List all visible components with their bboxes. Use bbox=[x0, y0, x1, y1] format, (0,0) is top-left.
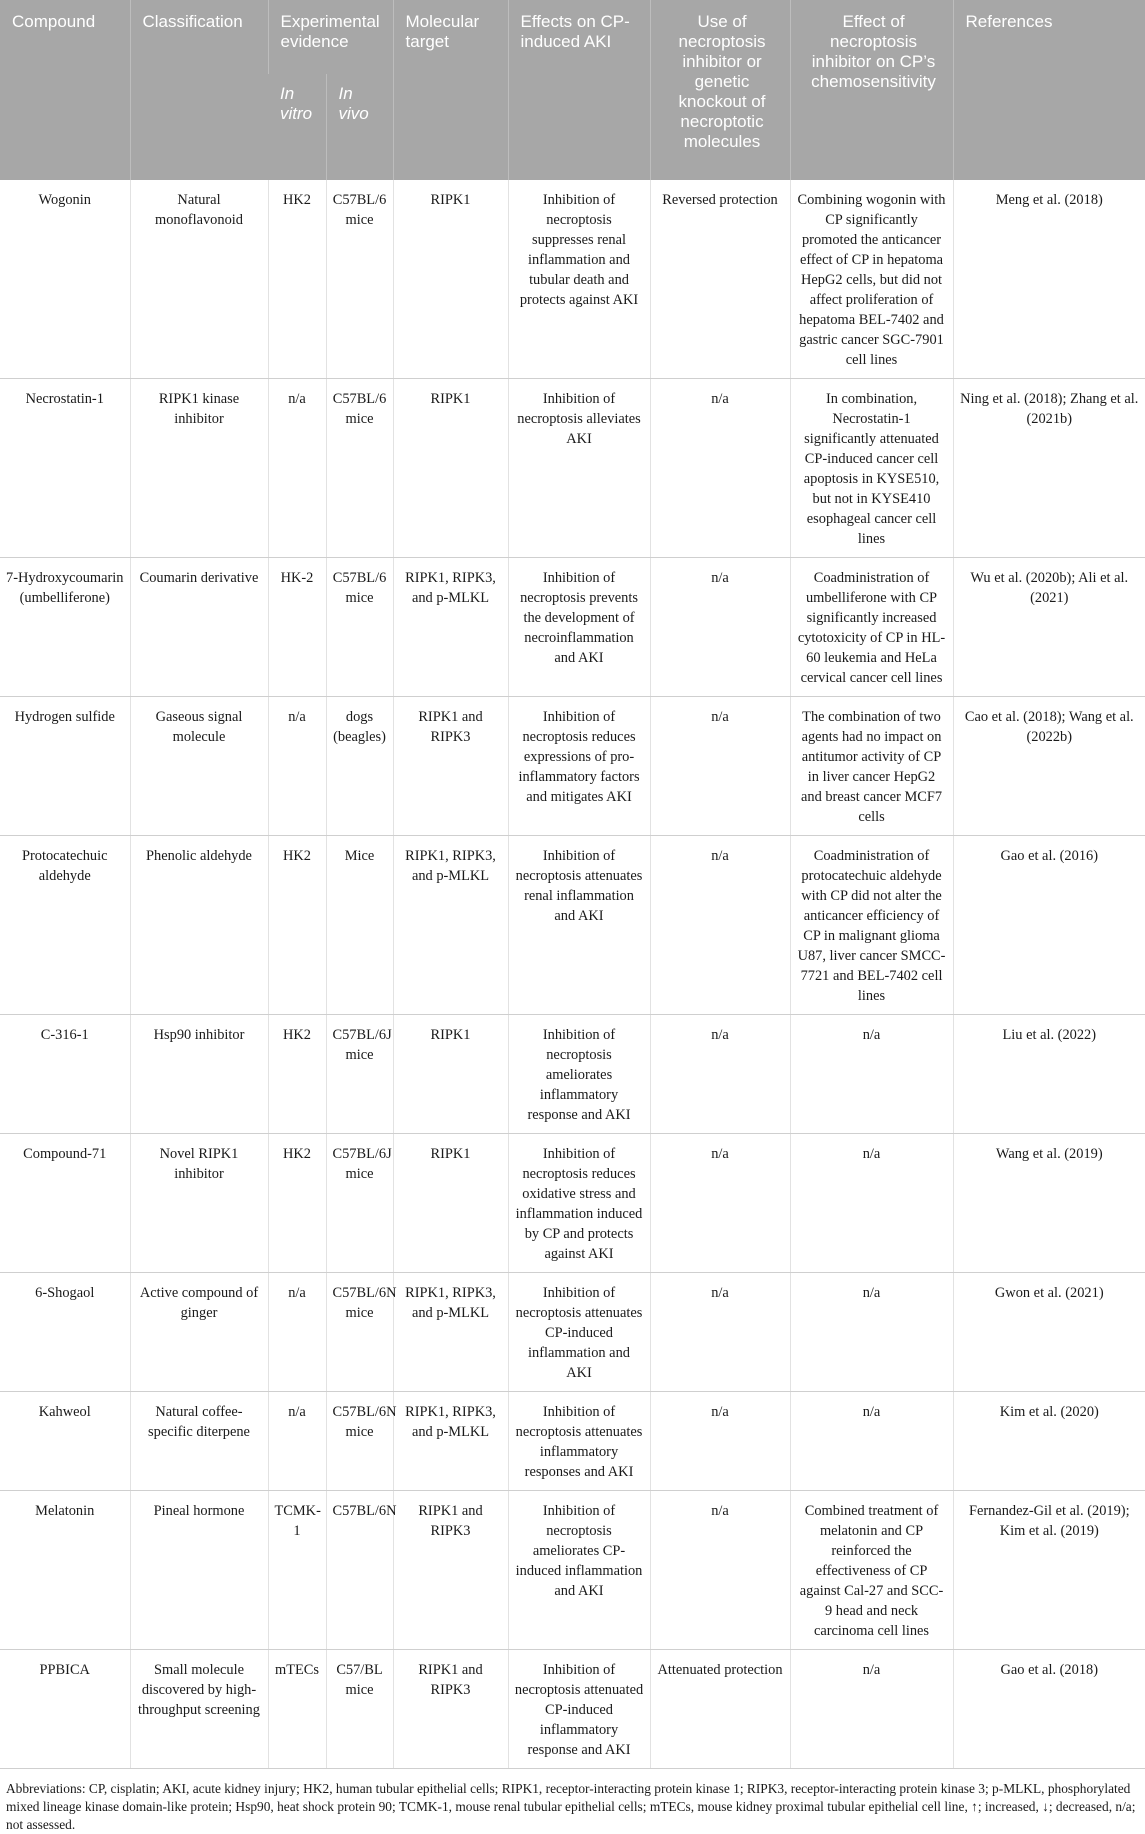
table-row bbox=[0, 558, 1145, 697]
cell-in-vitro: HK-2 bbox=[268, 558, 326, 697]
table-footnote: Abbreviations: CP, cisplatin; AKI, acute kidney injury; HK2, human tubular epithelial cells; RIPK1, receptor-interacting protein kinase 1; RIPK3, receptor-interacting protein kinase 3; p-MLKL, phosphorylated mixed lineage kinase domain-like protein; Hsp90, heat shock protein 90; TCMK-1, mouse renal tubular epithelial cells; mTECs, mouse kidney proximal tubular epithelial cell line, ↑; increased, ↓; decreased, n/a; not assessed. bbox=[6, 1781, 1136, 1832]
cell-in-vitro: n/a bbox=[268, 697, 326, 836]
table-body bbox=[0, 180, 1145, 1769]
cell-effects: Inhibition of necroptosis prevents the development of necroinflammation and AKI bbox=[508, 558, 650, 697]
cell-compound: Compound-71 bbox=[0, 1134, 130, 1273]
cell-inhibitor-use: n/a bbox=[650, 379, 790, 558]
cell-in-vitro: HK2 bbox=[268, 1015, 326, 1134]
cell-compound: Kahweol bbox=[0, 1392, 130, 1491]
table-row bbox=[0, 379, 1145, 558]
cell-references: Wang et al. (2019) bbox=[953, 1134, 1145, 1273]
cell-classification: Small molecule discovered by high-throughput screening bbox=[130, 1650, 268, 1769]
cell-classification: Phenolic aldehyde bbox=[130, 836, 268, 1015]
cell-classification: Active compound of ginger bbox=[130, 1273, 268, 1392]
cell-in-vitro: mTECs bbox=[268, 1650, 326, 1769]
cell-chemosensitivity: n/a bbox=[790, 1015, 953, 1134]
cell-effects: Inhibition of necroptosis reduces oxidative stress and inflammation induced by CP and protects against AKI bbox=[508, 1134, 650, 1273]
cell-effects: Inhibition of necroptosis alleviates AKI bbox=[508, 379, 650, 558]
cell-references: Meng et al. (2018) bbox=[953, 180, 1145, 379]
cell-classification: Gaseous signal molecule bbox=[130, 697, 268, 836]
table-row bbox=[0, 1392, 1145, 1491]
table-row bbox=[0, 697, 1145, 836]
cell-compound: C-316-1 bbox=[0, 1015, 130, 1134]
cell-effects: Inhibition of necroptosis attenuates renal inflammation and AKI bbox=[508, 836, 650, 1015]
cell-effects: Inhibition of necroptosis attenuated CP-induced inflammatory response and AKI bbox=[508, 1650, 650, 1769]
cell-inhibitor-use: Reversed protection bbox=[650, 180, 790, 379]
cell-effects: Inhibition of necroptosis attenuates inflammatory responses and AKI bbox=[508, 1392, 650, 1491]
cell-inhibitor-use: n/a bbox=[650, 558, 790, 697]
header-classification: Classification bbox=[130, 0, 268, 180]
cell-molecular-target: RIPK1 and RIPK3 bbox=[393, 1491, 508, 1650]
cell-references: Gwon et al. (2021) bbox=[953, 1273, 1145, 1392]
cell-in-vitro: TCMK-1 bbox=[268, 1491, 326, 1650]
cell-classification: Pineal hormone bbox=[130, 1491, 268, 1650]
cell-compound: Protocatechuic aldehyde bbox=[0, 836, 130, 1015]
cell-compound: 7-Hydroxycoumarin (umbelliferone) bbox=[0, 558, 130, 697]
header-molecular-target: Molecular target bbox=[393, 0, 508, 180]
cell-classification: Natural coffee-specific diterpene bbox=[130, 1392, 268, 1491]
cell-inhibitor-use: n/a bbox=[650, 1015, 790, 1134]
cell-in-vitro: n/a bbox=[268, 1273, 326, 1392]
table-row bbox=[0, 180, 1145, 379]
cell-references: Ning et al. (2018); Zhang et al. (2021b) bbox=[953, 379, 1145, 558]
header-effect-on-chemosensitivity: Effect of necroptosis inhibitor on CP’s chemosensitivity bbox=[790, 0, 953, 180]
cell-inhibitor-use: n/a bbox=[650, 697, 790, 836]
cell-effects: Inhibition of necroptosis reduces expressions of pro-inflammatory factors and mitigates AKI bbox=[508, 697, 650, 836]
cell-molecular-target: RIPK1 and RIPK3 bbox=[393, 697, 508, 836]
cell-effects: Inhibition of necroptosis suppresses renal inflammation and tubular death and protects against AKI bbox=[508, 180, 650, 379]
cell-classification: Coumarin derivative bbox=[130, 558, 268, 697]
cell-chemosensitivity: Combining wogonin with CP significantly promoted the anticancer effect of CP in hepatoma HepG2 cells, but did not affect proliferation of hepatoma BEL-7402 and gastric cancer SGC-7901 cell lines bbox=[790, 180, 953, 379]
cell-compound: PPBICA bbox=[0, 1650, 130, 1769]
cell-molecular-target: RIPK1 and RIPK3 bbox=[393, 1650, 508, 1769]
table-row bbox=[0, 1134, 1145, 1273]
cell-classification: Hsp90 inhibitor bbox=[130, 1015, 268, 1134]
cell-chemosensitivity: n/a bbox=[790, 1650, 953, 1769]
cell-in-vitro: HK2 bbox=[268, 180, 326, 379]
cell-effects: Inhibition of necroptosis ameliorates inflammatory response and AKI bbox=[508, 1015, 650, 1134]
cell-effects: Inhibition of necroptosis attenuates CP-induced inflammation and AKI bbox=[508, 1273, 650, 1392]
header-in-vivo: In vivo bbox=[326, 74, 393, 180]
cell-references: Liu et al. (2022) bbox=[953, 1015, 1145, 1134]
cell-in-vivo: C57BL/6N mice bbox=[326, 1273, 393, 1392]
cell-in-vitro: n/a bbox=[268, 379, 326, 558]
cell-chemosensitivity: Coadministration of protocatechuic aldehyde with CP did not alter the anticancer efficiency of CP in malignant glioma U87, liver cancer SMCC-7721 and BEL-7402 cell lines bbox=[790, 836, 953, 1015]
header-use-of-inhibitor: Use of necroptosis inhibitor or genetic knockout of necroptotic molecules bbox=[650, 0, 790, 180]
cell-chemosensitivity: Coadministration of umbelliferone with CP significantly increased cytotoxicity of CP in HL-60 leukemia and HeLa cervical cancer cell lines bbox=[790, 558, 953, 697]
cell-molecular-target: RIPK1, RIPK3, and p-MLKL bbox=[393, 836, 508, 1015]
cell-inhibitor-use: n/a bbox=[650, 1134, 790, 1273]
cell-inhibitor-use: n/a bbox=[650, 1392, 790, 1491]
cell-classification: Novel RIPK1 inhibitor bbox=[130, 1134, 268, 1273]
cell-in-vivo: C57BL/6N mice bbox=[326, 1392, 393, 1491]
cell-references: Gao et al. (2018) bbox=[953, 1650, 1145, 1769]
cell-chemosensitivity: n/a bbox=[790, 1392, 953, 1491]
cell-in-vivo: C57BL/6N bbox=[326, 1491, 393, 1650]
cell-inhibitor-use: Attenuated protection bbox=[650, 1650, 790, 1769]
cell-chemosensitivity: In combination, Necrostatin-1 significantly attenuated CP-induced cancer cell apoptosis in KYSE510, but not in KYSE410 esophageal cancer cell lines bbox=[790, 379, 953, 558]
table-row bbox=[0, 1273, 1145, 1392]
cell-molecular-target: RIPK1, RIPK3, and p-MLKL bbox=[393, 1273, 508, 1392]
table-row bbox=[0, 1650, 1145, 1769]
cell-in-vivo: C57BL/6 mice bbox=[326, 558, 393, 697]
cell-compound: 6-Shogaol bbox=[0, 1273, 130, 1392]
cell-in-vivo: Mice bbox=[326, 836, 393, 1015]
header-effects: Effects on CP-induced AKI bbox=[508, 0, 650, 180]
cell-molecular-target: RIPK1 bbox=[393, 1134, 508, 1273]
cell-inhibitor-use: n/a bbox=[650, 1273, 790, 1392]
cell-inhibitor-use: n/a bbox=[650, 1491, 790, 1650]
cell-molecular-target: RIPK1 bbox=[393, 1015, 508, 1134]
cell-in-vivo: C57BL/6 mice bbox=[326, 180, 393, 379]
table-row bbox=[0, 1491, 1145, 1650]
cell-in-vivo: dogs (beagles) bbox=[326, 697, 393, 836]
cell-compound: Hydrogen sulfide bbox=[0, 697, 130, 836]
cell-molecular-target: RIPK1 bbox=[393, 180, 508, 379]
cell-classification: Natural monoflavonoid bbox=[130, 180, 268, 379]
cell-effects: Inhibition of necroptosis ameliorates CP-induced inflammation and AKI bbox=[508, 1491, 650, 1650]
cell-chemosensitivity: The combination of two agents had no impact on antitumor activity of CP in liver cancer HepG2 and breast cancer MCF7 cells bbox=[790, 697, 953, 836]
cell-in-vitro: HK2 bbox=[268, 836, 326, 1015]
cell-references: Gao et al. (2016) bbox=[953, 836, 1145, 1015]
table-row bbox=[0, 1015, 1145, 1134]
header-compound: Compound bbox=[0, 0, 130, 180]
header-references: References bbox=[953, 0, 1145, 180]
cell-in-vitro: HK2 bbox=[268, 1134, 326, 1273]
cell-classification: RIPK1 kinase inhibitor bbox=[130, 379, 268, 558]
cell-compound: Melatonin bbox=[0, 1491, 130, 1650]
cell-in-vitro: n/a bbox=[268, 1392, 326, 1491]
cell-inhibitor-use: n/a bbox=[650, 836, 790, 1015]
cell-in-vivo: C57/BL mice bbox=[326, 1650, 393, 1769]
table-header bbox=[0, 0, 1145, 180]
cell-molecular-target: RIPK1, RIPK3, and p-MLKL bbox=[393, 1392, 508, 1491]
cell-references: Fernandez-Gil et al. (2019); Kim et al. (2019) bbox=[953, 1491, 1145, 1650]
cell-molecular-target: RIPK1 bbox=[393, 379, 508, 558]
header-experimental-evidence: Experimental evidence bbox=[268, 0, 393, 74]
cell-chemosensitivity: Combined treatment of melatonin and CP reinforced the effectiveness of CP against Cal-27 and SCC-9 head and neck carcinoma cell lines bbox=[790, 1491, 953, 1650]
cell-chemosensitivity: n/a bbox=[790, 1273, 953, 1392]
cell-compound: Wogonin bbox=[0, 180, 130, 379]
header-in-vitro: In vitro bbox=[268, 74, 326, 180]
table-row bbox=[0, 836, 1145, 1015]
cell-references: Cao et al. (2018); Wang et al. (2022b) bbox=[953, 697, 1145, 836]
cell-references: Wu et al. (2020b); Ali et al. (2021) bbox=[953, 558, 1145, 697]
cell-references: Kim et al. (2020) bbox=[953, 1392, 1145, 1491]
cell-compound: Necrostatin-1 bbox=[0, 379, 130, 558]
cell-in-vivo: C57BL/6 mice bbox=[326, 379, 393, 558]
cell-in-vivo: C57BL/6J mice bbox=[326, 1134, 393, 1273]
cell-chemosensitivity: n/a bbox=[790, 1134, 953, 1273]
cell-molecular-target: RIPK1, RIPK3, and p-MLKL bbox=[393, 558, 508, 697]
cell-in-vivo: C57BL/6J mice bbox=[326, 1015, 393, 1134]
